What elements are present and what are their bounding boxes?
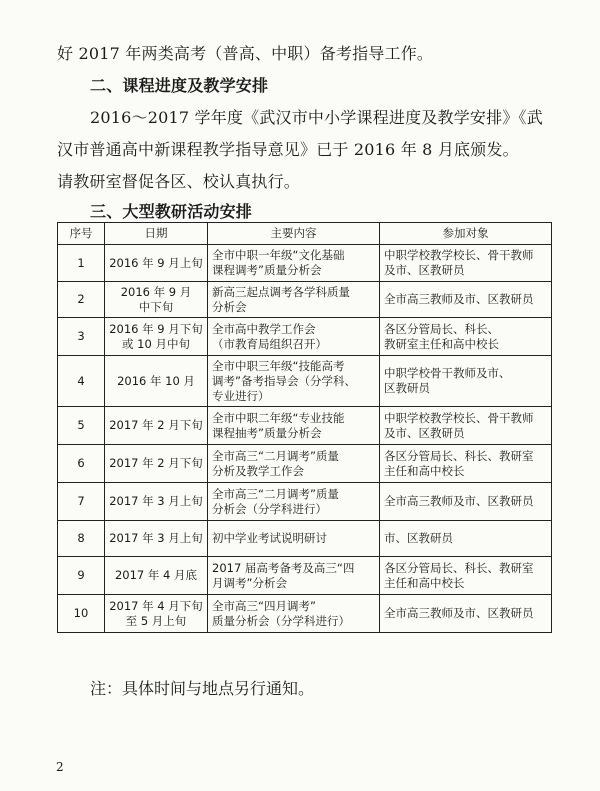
cell-number	[58, 483, 105, 521]
section2-heading: 二、课程进度及教学安排	[90, 76, 269, 95]
cell-text-line: 全市高三教师及市、区教研员	[384, 606, 534, 620]
cell-number	[58, 595, 105, 633]
header-date: 日期	[105, 223, 208, 245]
cell-text-line: 全市高三“二月调考”质量	[212, 486, 339, 501]
cell-text-line: 2016 年 9 月上旬	[109, 255, 203, 270]
cell-text-line: 分析会（分学科进行）	[212, 501, 327, 516]
cell-number	[58, 318, 105, 356]
cell-text-line: 2016 年 10 月	[117, 373, 195, 388]
cell-number	[58, 521, 105, 557]
cell-text-line: 或 10 月中旬	[122, 336, 190, 351]
cell-text-line: 初中学业考试说明研讨	[212, 531, 327, 545]
cell-text-line: 各区分管局长、科长、教研室	[384, 448, 534, 463]
cell-text-line: 新高三起点调考各学科质量	[212, 284, 350, 299]
cell-content	[208, 407, 380, 445]
cell-participants	[380, 407, 552, 445]
cell-text-line: 中职学校教学校长、骨干教师	[384, 410, 534, 425]
cell-content	[208, 245, 380, 282]
header-number: 序号	[58, 223, 105, 245]
cell-text-line: 2017 年 4 月底	[114, 568, 198, 582]
header-participants: 参加对象	[380, 223, 552, 245]
section2-paragraph-line1: 2016～2017 学年度《武汉市中小学课程进度及教学安排》《武	[90, 108, 543, 127]
cell-text-line: 分析会	[212, 299, 247, 314]
cell-text: 6	[77, 456, 85, 470]
cell-text-line: 全市高三教师及市、区教研员	[384, 292, 534, 306]
cell-text-line: 月调考”分析会	[212, 575, 287, 590]
cell-text-line: 及市、区教研员	[384, 425, 465, 440]
cell-text-line: 专业进行）	[212, 388, 270, 403]
cell-text: 3	[77, 329, 85, 343]
cell-text-line: 2016 年 9 月下旬	[109, 321, 203, 336]
cell-text-line: 2017 年 2 月下旬	[109, 456, 203, 470]
activity-schedule-table	[57, 222, 552, 633]
cell-participants	[380, 356, 552, 407]
cell-text-line: （市教育局组织召开）	[212, 336, 327, 351]
cell-date	[105, 356, 208, 407]
cell-text-line: 分析及教学工作会	[212, 463, 304, 478]
cell-text-line: 各区分管局长、科长、教研室	[384, 560, 534, 575]
cell-text-line: 中职学校教学校长、骨干教师	[384, 248, 534, 262]
cell-date	[105, 521, 208, 557]
cell-content	[208, 483, 380, 521]
cell-text-line: 全市中职一年级“文化基础	[212, 248, 345, 262]
intro-tail-text: 好 2017 年两类高考（普高、中职）备考指导工作。	[57, 44, 434, 63]
cell-number	[58, 245, 105, 282]
cell-participants	[380, 245, 552, 282]
table-row	[58, 483, 552, 521]
cell-date	[105, 407, 208, 445]
cell-text-line: 各区分管局长、科长、	[384, 321, 499, 336]
cell-text-line: 2017 届高考备考及高三“四	[212, 560, 355, 575]
cell-text-line: 全市中职二年级“专业技能	[212, 410, 345, 425]
cell-text-line: 至 5 月上旬	[125, 613, 187, 628]
cell-text: 8	[77, 531, 85, 545]
cell-text-line: 市、区教研员	[384, 531, 453, 545]
cell-number	[58, 557, 105, 595]
cell-number	[58, 407, 105, 445]
cell-participants	[380, 445, 552, 483]
cell-participants	[380, 595, 552, 633]
table-row	[58, 595, 552, 633]
cell-text: 10	[73, 606, 89, 620]
table-body	[58, 245, 552, 633]
cell-content	[208, 282, 380, 318]
cell-participants	[380, 318, 552, 356]
page-number: 2	[56, 760, 64, 774]
cell-text-line: 课程调考”质量分析会	[212, 263, 322, 277]
cell-date	[105, 318, 208, 356]
cell-text-line: 2017 年 3 月上旬	[109, 494, 203, 508]
cell-text: 4	[77, 373, 85, 388]
cell-content	[208, 521, 380, 557]
table-row	[58, 521, 552, 557]
cell-text-line: 全市高三教师及市、区教研员	[384, 494, 534, 508]
cell-text-line: 2017 年 3 月上旬	[109, 531, 203, 545]
table-row	[58, 407, 552, 445]
cell-text-line: 全市高三“二月调考”质量	[212, 448, 339, 463]
cell-text-line: 中下旬	[138, 299, 174, 314]
cell-text-line: 课程抽考”质量分析会	[212, 425, 322, 440]
cell-text-line: 教研室主任和高中校长	[384, 336, 499, 351]
section3-heading: 三、大型教研活动安排	[90, 202, 253, 221]
cell-content	[208, 557, 380, 595]
cell-date	[105, 557, 208, 595]
section2-paragraph-line3: 请教研室督促各区、校认真执行。	[57, 172, 301, 191]
cell-number	[58, 445, 105, 483]
cell-text: 2	[77, 292, 85, 306]
table-row	[58, 557, 552, 595]
footnote: 注：具体时间与地点另行通知。	[90, 679, 315, 698]
cell-text-line: 中职学校骨干教师及市、	[384, 366, 511, 380]
cell-participants	[380, 282, 552, 318]
table-header-row	[58, 223, 552, 245]
cell-text: 1	[77, 255, 85, 270]
section2-paragraph-line2: 汉市普通高中新课程教学指导意见》已于 2016 年 8 月底颁发。	[57, 140, 519, 159]
cell-text-line: 及市、区教研员	[384, 263, 465, 277]
cell-participants	[380, 483, 552, 521]
table-row	[58, 318, 552, 356]
cell-text: 7	[77, 494, 85, 508]
cell-date	[105, 245, 208, 282]
cell-text-line: 主任和高中校长	[384, 575, 465, 590]
cell-participants	[380, 557, 552, 595]
cell-text: 9	[77, 568, 85, 582]
cell-text-line: 全市高三“四月调考”	[212, 598, 316, 613]
cell-content	[208, 445, 380, 483]
cell-participants	[380, 521, 552, 557]
cell-date	[105, 445, 208, 483]
cell-date	[105, 483, 208, 521]
cell-text-line: 调考”备考指导会（分学科、	[212, 373, 356, 388]
cell-content	[208, 356, 380, 407]
table-row	[58, 245, 552, 282]
cell-content	[208, 595, 380, 633]
table-row	[58, 445, 552, 483]
table-row	[58, 282, 552, 318]
cell-date	[105, 595, 208, 633]
cell-date	[105, 282, 208, 318]
cell-text-line: 2017 年 2 月下旬	[109, 418, 203, 432]
cell-text-line: 全市高中教学工作会	[212, 321, 316, 336]
table-row	[58, 356, 552, 407]
cell-content	[208, 318, 380, 356]
cell-text-line: 区教研员	[384, 381, 430, 395]
cell-text-line: 2016 年 9 月	[120, 284, 192, 299]
cell-text-line: 全市中职三年级“技能高考	[212, 358, 345, 373]
cell-number	[58, 282, 105, 318]
cell-text-line: 2017 年 4 月下旬	[109, 598, 203, 613]
cell-number	[58, 356, 105, 407]
cell-text: 5	[77, 418, 85, 432]
cell-text-line: 主任和高中校长	[384, 463, 465, 478]
header-content: 主要内容	[208, 223, 380, 245]
cell-text-line: 质量分析会（分学科进行）	[212, 613, 350, 628]
